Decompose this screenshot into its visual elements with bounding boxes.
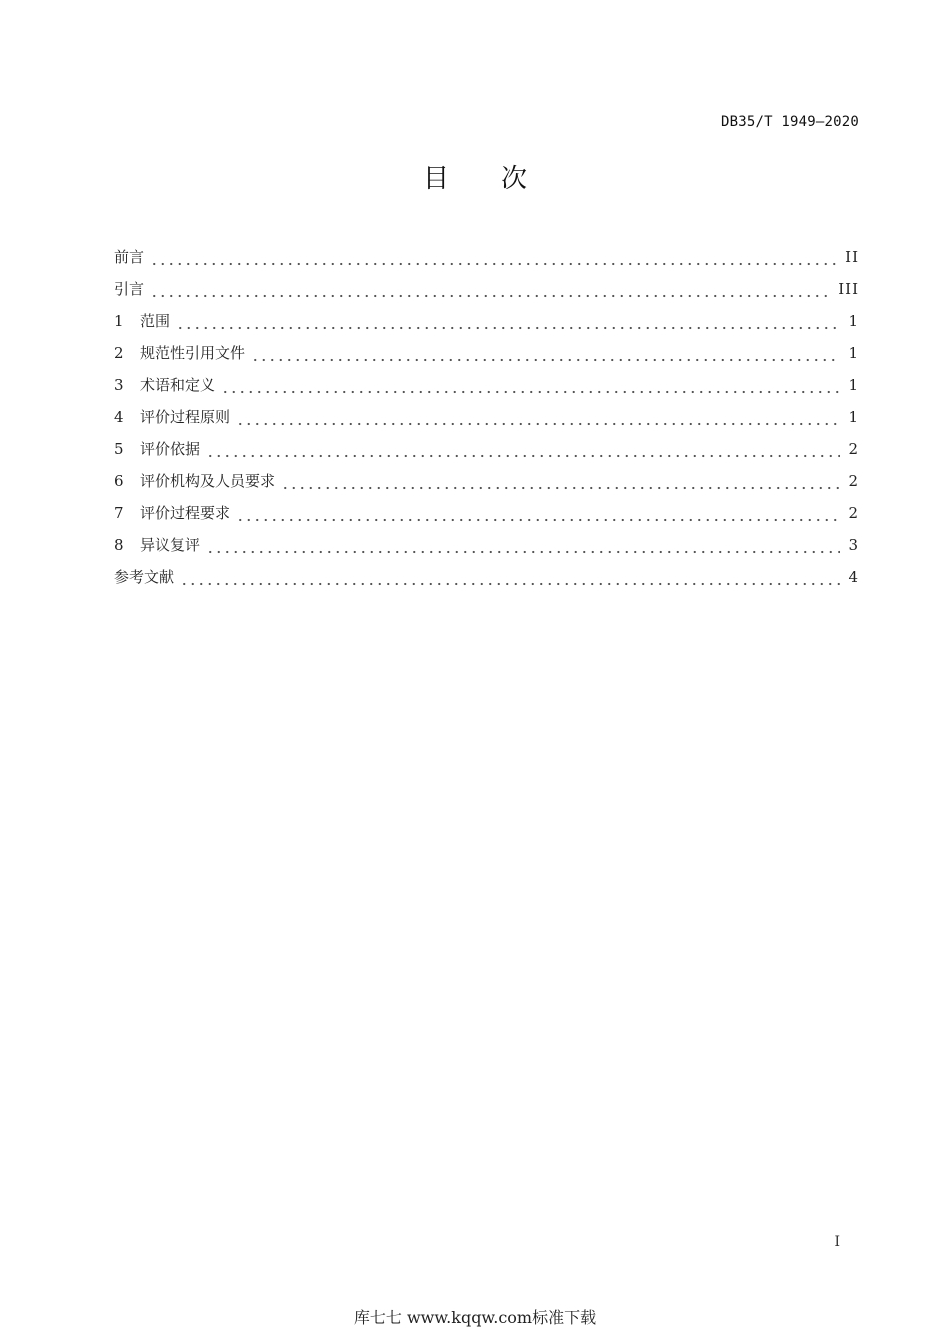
toc-dot-leader: [150, 251, 837, 267]
document-number: DB35/T 1949—2020: [720, 114, 859, 130]
toc-entry-label: 评价过程原则: [140, 408, 231, 426]
toc-entry-label: 规范性引用文件: [140, 344, 246, 362]
footer-watermark: 库七七 www.kqqw.com标准下载: [353, 1308, 597, 1327]
toc-entry-label: 前言: [114, 248, 145, 266]
toc-entry-number: 5: [114, 440, 124, 458]
toc-entry-number: 4: [114, 408, 124, 426]
toc-entry-page: III: [838, 280, 859, 298]
toc-entry-agency-personnel[interactable]: [114, 467, 859, 499]
toc-entry-evaluation-principles[interactable]: [114, 403, 859, 435]
toc-entry-number: 3: [114, 376, 124, 394]
toc-entry-page: 1: [848, 376, 859, 394]
toc-entry-label: 评价依据: [140, 440, 201, 458]
toc-entry-objection-review[interactable]: [114, 531, 859, 563]
toc-entry-number: 6: [114, 472, 124, 490]
toc-dot-leader: [206, 539, 840, 555]
toc-entry-page: 2: [848, 472, 859, 490]
toc-entry-label: 引言: [114, 280, 145, 298]
toc-dot-leader: [176, 315, 840, 331]
toc-dot-leader: [180, 571, 840, 587]
toc-entry-number: 8: [114, 536, 124, 554]
toc-entry-page: 1: [848, 312, 859, 330]
toc-entry-label: 范围: [140, 312, 171, 330]
toc-dot-leader: [236, 411, 840, 427]
toc-entry-evaluation-basis[interactable]: [114, 435, 859, 467]
toc-entry-label: 参考文献: [114, 568, 175, 586]
toc-entry-label: 异议复评: [140, 536, 201, 554]
toc-entry-scope[interactable]: [114, 307, 859, 339]
toc-dot-leader: [221, 379, 840, 395]
toc-entry-page: II: [845, 248, 859, 266]
toc-entry-page: 4: [848, 568, 859, 586]
toc-dot-leader: [281, 475, 840, 491]
toc-entry-number: 2: [114, 344, 124, 362]
toc-dot-leader: [150, 283, 830, 299]
table-of-contents: [114, 243, 859, 595]
page-title: 目次: [422, 164, 579, 194]
toc-entry-label: 术语和定义: [140, 376, 216, 394]
toc-entry-preface[interactable]: [114, 243, 859, 275]
page-number: I: [834, 1234, 840, 1250]
toc-entry-label: 评价机构及人员要求: [140, 472, 276, 490]
toc-entry-page: 2: [848, 504, 859, 522]
toc-entry-normative-references[interactable]: [114, 339, 859, 371]
toc-entry-page: 2: [848, 440, 859, 458]
toc-entry-introduction[interactable]: [114, 275, 859, 307]
toc-entry-page: 1: [848, 344, 859, 362]
toc-entry-page: 1: [848, 408, 859, 426]
toc-dot-leader: [251, 347, 840, 363]
toc-entry-bibliography[interactable]: [114, 563, 859, 595]
toc-entry-page: 3: [848, 536, 859, 554]
toc-dot-leader: [236, 507, 840, 523]
toc-entry-label: 评价过程要求: [140, 504, 231, 522]
toc-dot-leader: [206, 443, 840, 459]
toc-entry-process-requirements[interactable]: [114, 499, 859, 531]
toc-entry-number: 1: [114, 312, 124, 330]
toc-entry-terms-definitions[interactable]: [114, 371, 859, 403]
toc-entry-number: 7: [114, 504, 124, 522]
